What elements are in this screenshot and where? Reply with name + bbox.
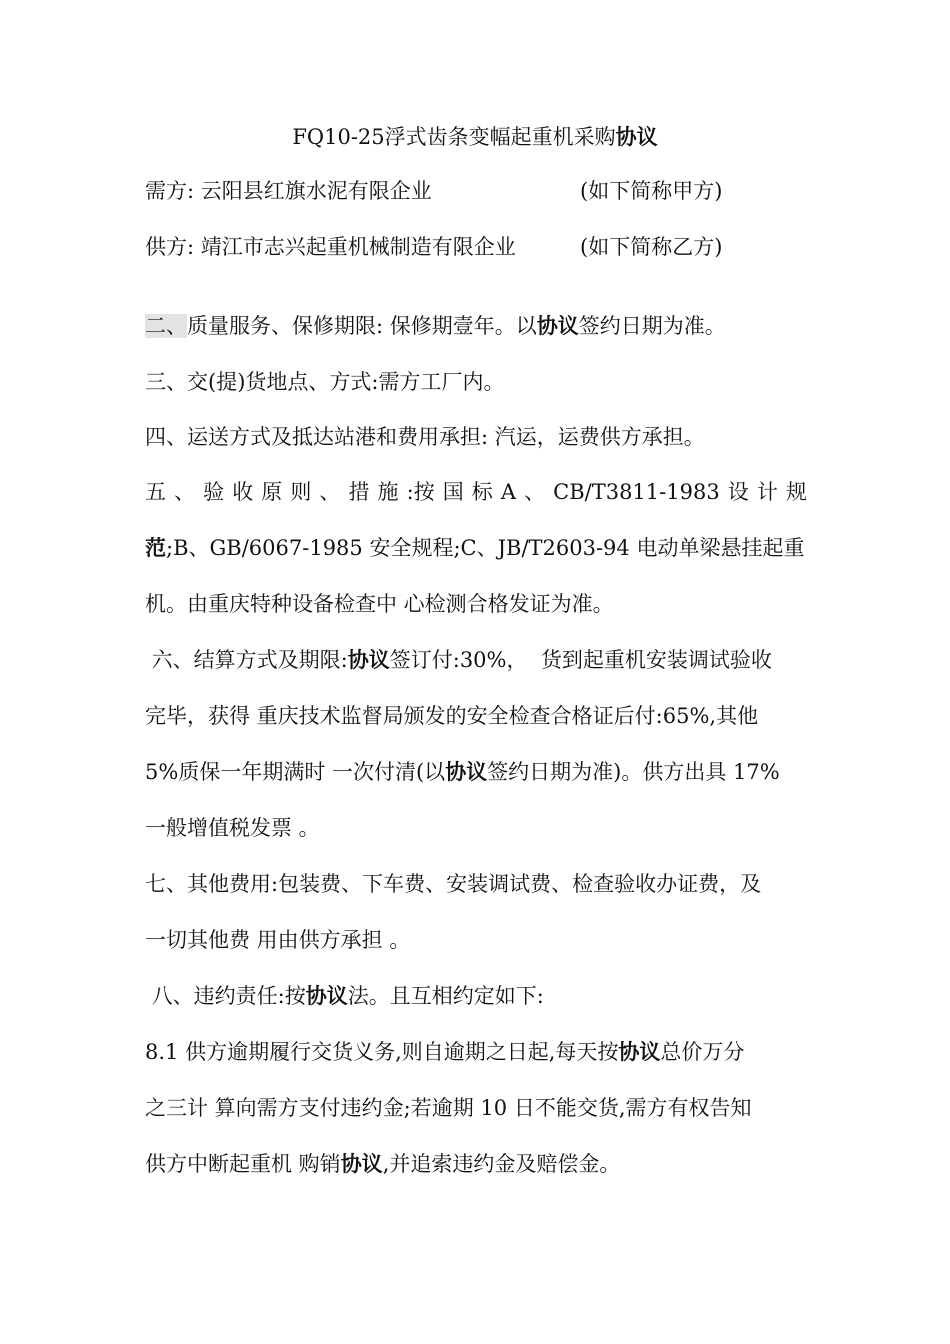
clause-5-word: :按 bbox=[406, 480, 435, 504]
clause-5-word: 设 bbox=[727, 480, 749, 504]
clause-3: 三、交(提)货地点、方式:需方工厂内。 bbox=[145, 370, 505, 394]
clause-8-bold: 协议 bbox=[305, 983, 348, 1008]
clause-8-text-a: 八、违约责任:按 bbox=[145, 984, 306, 1008]
clause-5-word: 国 bbox=[442, 480, 464, 504]
clause-6-text-a: 5%质保一年期满时 一次付清(以 bbox=[145, 760, 446, 784]
clause-8-1-line-2: 之三计 算向需方支付违约金;若逾期 10 日不能交货,需方有权告知 bbox=[145, 1096, 752, 1120]
clause-6-text-c: 签订付:30%， 货到起重机安装调试验收 bbox=[389, 648, 772, 672]
clause-5-word: CB/T3811-1983 bbox=[553, 480, 720, 504]
clause-4: 四、运送方式及抵达站港和费用承担: 汽运，运费供方承担。 bbox=[145, 425, 705, 449]
document-title bbox=[0, 122, 950, 152]
clause-8-1-line-1 bbox=[145, 1037, 744, 1067]
clause-2-bold: 协议 bbox=[536, 313, 579, 338]
clause-5-word: 收 bbox=[232, 480, 254, 504]
clause-5-word: 施 bbox=[377, 480, 399, 504]
clause-5-word: 、 bbox=[174, 480, 196, 504]
clause-8-1-bold: 协议 bbox=[618, 1039, 661, 1064]
clause-5-word: 、 bbox=[319, 480, 341, 504]
clause-2-number: 二、 bbox=[145, 314, 187, 338]
clause-2-text-a: 质量服务、保修期限: 保修期壹年。以 bbox=[187, 314, 537, 338]
clause-5-word: 措 bbox=[348, 480, 370, 504]
clause-2 bbox=[145, 311, 726, 341]
clause-8-1-text-a: 8.1 供方逾期履行交货义务,则自逾期之日起,每天按 bbox=[145, 1040, 619, 1064]
clause-6-line-2: 完毕，获得 重庆技术监督局颁发的安全检查合格证后付:65%,其他 bbox=[145, 704, 759, 728]
supplier-label: 供方: 靖江市志兴起重机械制造有限企业 bbox=[145, 235, 516, 259]
buyer-label: 需方: 云阳县红旗水泥有限企业 bbox=[145, 179, 432, 203]
clause-5-word: 标 bbox=[471, 480, 493, 504]
buyer-alias: (如下简称甲方) bbox=[580, 179, 723, 203]
clause-5-word: 规 bbox=[785, 480, 807, 504]
clause-6-text-c: 签约日期为准)。供方出具 17% bbox=[487, 760, 780, 784]
clause-8-text-c: 法。且互相约定如下: bbox=[347, 984, 544, 1008]
clause-2-text-c: 签约日期为准。 bbox=[578, 314, 726, 338]
clause-7-line-1: 七、其他费用:包装费、下车费、安装调试费、检查验收办证费，及 bbox=[145, 872, 762, 896]
clause-5-line-2 bbox=[145, 533, 804, 563]
clause-6-line-4: 一般增值税发票 。 bbox=[145, 816, 320, 840]
clause-6-line-1 bbox=[145, 645, 772, 675]
clause-8-1-text-c: 总价万分 bbox=[660, 1040, 745, 1064]
title-bold-text: 协议 bbox=[615, 124, 658, 149]
clause-5-word: A bbox=[500, 480, 516, 504]
clause-8-1-text-c: ,并追索违约金及赔偿金。 bbox=[382, 1152, 621, 1176]
supplier-alias: (如下简称乙方) bbox=[580, 235, 723, 259]
clause-5-word: 验 bbox=[203, 480, 225, 504]
title-text: FQ10-25浮式齿条变幅起重机采购 bbox=[292, 125, 616, 149]
clause-6-bold: 协议 bbox=[347, 647, 390, 672]
clause-5-word: 、 bbox=[524, 480, 546, 504]
clause-8-1-text-a: 供方中断起重机 购销 bbox=[145, 1152, 341, 1176]
clause-7-line-2: 一切其他费 用由供方承担 。 bbox=[145, 928, 411, 952]
buyer-line bbox=[145, 176, 723, 206]
clause-8-1-bold: 协议 bbox=[340, 1151, 383, 1176]
clause-6-bold: 协议 bbox=[445, 759, 488, 784]
clause-5-line-1 bbox=[145, 477, 807, 507]
clause-6-text-a: 六、结算方式及期限: bbox=[145, 648, 348, 672]
clause-6-line-3 bbox=[145, 757, 780, 787]
clause-5-line-3: 机。由重庆特种设备检查中 心检测合格发证为准。 bbox=[145, 592, 614, 616]
clause-8-1-line-3 bbox=[145, 1149, 620, 1179]
clause-5-word: 计 bbox=[756, 480, 778, 504]
clause-8 bbox=[145, 981, 544, 1011]
clause-5-bold: 范 bbox=[145, 535, 166, 560]
clause-5-word: 五 bbox=[145, 480, 166, 504]
clause-5-word: 则 bbox=[290, 480, 312, 504]
supplier-line bbox=[145, 232, 723, 262]
clause-5-text: ;B、GB/6067-1985 安全规程;C、JB/T2603-94 电动单梁悬挂起重 bbox=[166, 536, 805, 560]
clause-5-word: 原 bbox=[261, 480, 283, 504]
